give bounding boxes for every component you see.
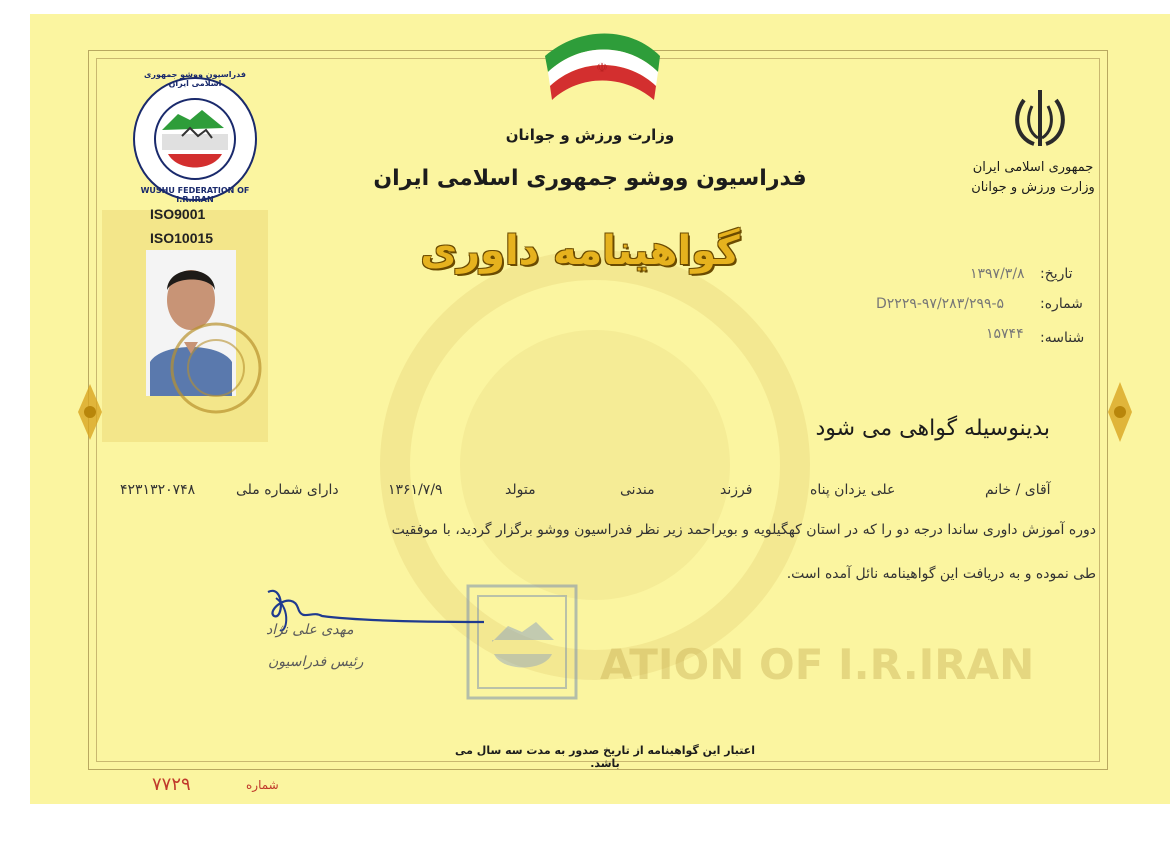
iran-emblem-icon xyxy=(1010,86,1070,152)
ministry-name: وزارت ورزش و جوانان xyxy=(505,126,675,144)
name-value: علی یزدان پناه xyxy=(810,482,896,498)
serial-label: شماره xyxy=(246,778,279,792)
body-line-3: طی نموده و به دریافت این گواهینامه نائل آمده است. xyxy=(786,566,1096,582)
number-label: شماره: xyxy=(1040,296,1083,312)
emblem-caption-2: وزارت ورزش و جوانان xyxy=(971,180,1095,195)
born-value: ۱۳۶۱/۷/۹ xyxy=(388,482,443,498)
name-label: آقای / خانم xyxy=(985,482,1051,498)
watermark-emblem xyxy=(460,330,730,600)
certify-heading: بدینوسیله گواهی می شود xyxy=(815,416,1050,441)
signatory-role: رئیس فدراسیون xyxy=(268,654,364,670)
certificate-title: گواهینامه داوری xyxy=(420,228,740,274)
father-label: فرزند xyxy=(720,482,753,498)
svg-text:☫: ☫ xyxy=(596,61,608,76)
serial-number: ۷۷۲۹ xyxy=(152,774,191,795)
validity-note: اعتبار این گواهینامه از تاریخ صدور به مدت سه سال می باشد. xyxy=(455,744,755,770)
right-ornament-icon xyxy=(1102,380,1138,444)
nid-label: دارای شماره ملی xyxy=(236,482,339,498)
logo-ring-text-fa: فدراسیون ووشو جمهوری اسلامی ایران xyxy=(144,70,246,88)
photo-stamp-icon xyxy=(168,320,264,416)
body-line-2: دوره آموزش داوری ساندا درجه دو را که در استان کهگیلویه و بویراحمد زیر نظر فدراسیون ووشو برگزار گردید، با موفقیت xyxy=(391,522,1096,538)
iso-9001: ISO9001 xyxy=(150,206,206,222)
nid-value: ۴۲۳۱۳۲۰۷۴۸ xyxy=(120,482,196,498)
emblem-caption-1: جمهوری اسلامی ایران xyxy=(972,160,1094,175)
signature-scribble xyxy=(262,580,488,650)
number-value: D۲۲۲۹-۹۷/۲۸۳/۲۹۹-۵ xyxy=(876,296,1005,312)
father-value: مندنی xyxy=(620,482,655,498)
logo-ring-text: WUSHU FEDERATION OF I.R.IRAN xyxy=(140,186,250,204)
id-value: ۱۵۷۴۴ xyxy=(986,326,1024,342)
wushu-federation-logo xyxy=(132,76,258,202)
signatory-name: مهدی علی نژاد xyxy=(266,622,354,638)
date-label: تاریخ: xyxy=(1040,266,1073,282)
watermark-text: ATION OF I.R.IRAN xyxy=(600,640,1035,689)
flag-ribbon-icon xyxy=(540,28,665,108)
iso-10015: ISO10015 xyxy=(150,230,214,246)
born-label: متولد xyxy=(505,482,536,498)
date-value: ۱۳۹۷/۳/۸ xyxy=(970,266,1025,282)
id-label: شناسه: xyxy=(1040,330,1085,346)
federation-name: فدراسیون ووشو جمهوری اسلامی ایران xyxy=(373,166,807,191)
